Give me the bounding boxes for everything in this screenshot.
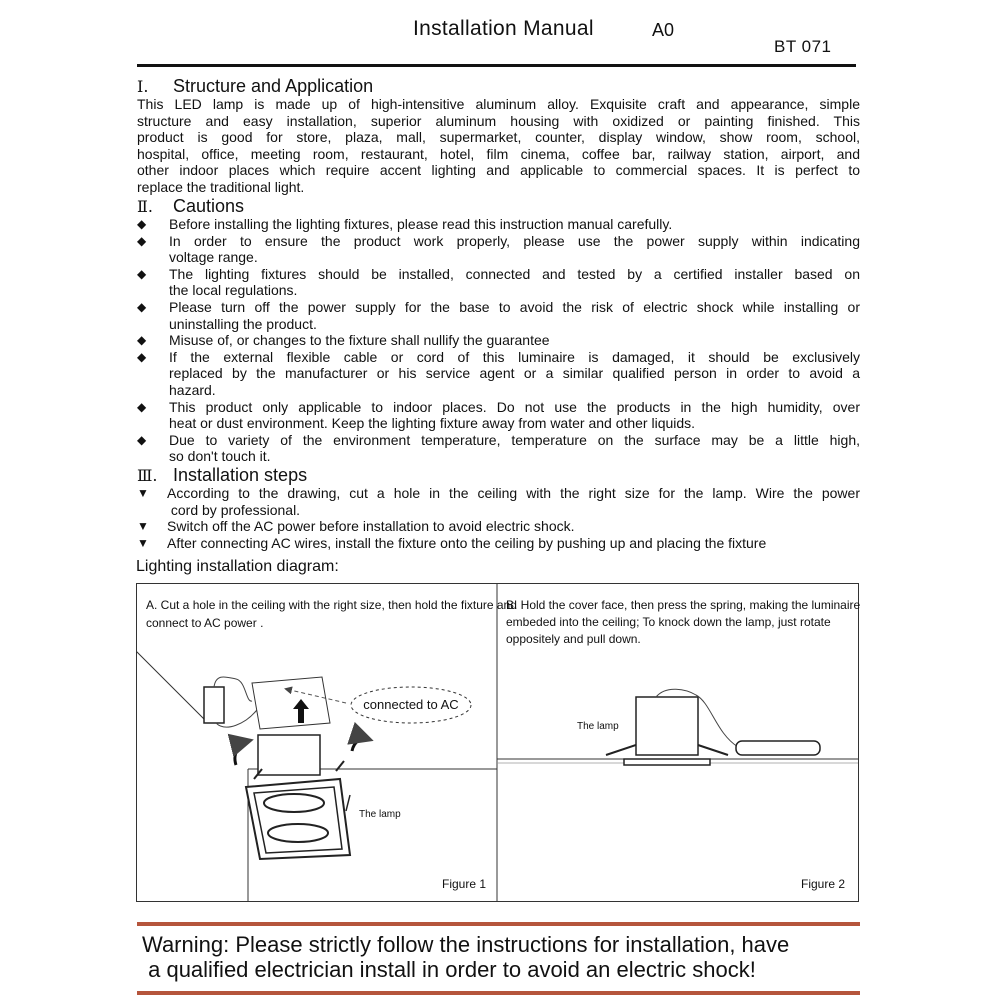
list-item-text: After connecting AC wires, install the fixture onto the ceiling by pushing up and placing the fixture [167, 534, 767, 551]
cautions-list [137, 216, 860, 465]
list-item [137, 485, 860, 518]
list-item-text: Before installing the lighting fixtures, please read this instruction manual carefully. [169, 216, 673, 232]
figure-1-label: Figure 1 [442, 877, 487, 891]
manual-title: Installation Manual [413, 17, 594, 40]
panel-b-caption-line: B. Hold the cover face, then press the spring, making the luminaire [506, 598, 860, 612]
curved-arrow-icon [235, 741, 248, 765]
list-item-text: Switch off the AC power before installation to avoid electric shock. [167, 518, 575, 535]
body-line: hospital, office, meeting room, restaurant, hotel, film cinema, coffee bar, railway station, airport, and [137, 145, 860, 162]
section-3-heading [137, 465, 307, 486]
body-line: This LED lamp is made up of high-intensitive aluminum alloy. Exquisite craft and appearance, simple [137, 96, 860, 112]
diamond-bullet-icon: ◆ [137, 432, 147, 447]
diamond-bullet-icon: ◆ [137, 266, 147, 281]
section-1-body [137, 96, 860, 196]
warning-top-bar [137, 922, 860, 926]
list-item [137, 399, 860, 432]
curved-arrow-icon [352, 739, 368, 752]
list-item-text: According to the drawing, cut a hole in the ceiling with the right size for the lamp. Wire the power [167, 485, 860, 501]
body-line: replace the traditional light. [137, 178, 305, 195]
list-item-text: In order to ensure the product work properly, please use the power supply within indicating [169, 232, 860, 249]
body-line: product is good for store, plaza, mall, supermarket, counter, display window, show room, school, [137, 129, 860, 146]
list-item-text: voltage range. [169, 249, 258, 266]
list-item [137, 216, 860, 233]
diamond-bullet-icon: ◆ [137, 233, 147, 248]
header-rule [137, 64, 856, 67]
panel-a-lamp-label: The lamp [359, 809, 401, 820]
section-2-numeral: Ⅱ. [137, 197, 153, 216]
list-item-text: the local regulations. [169, 282, 298, 299]
revision-label: A0 [652, 20, 675, 40]
list-item [137, 233, 860, 266]
list-item-text: hazard. [169, 381, 216, 398]
list-item [137, 332, 860, 349]
list-item-text: uninstalling the product. [169, 315, 317, 332]
figure-2-label: Figure 2 [801, 877, 846, 891]
callout-text: connected to AC [363, 697, 459, 712]
panel-b-caption-line: embeded into the ceiling; To knock down the lamp, just rotate [506, 615, 831, 629]
list-item-text: If the external flexible cable or cord of this luminaire is damaged, it should be exclusively [169, 348, 860, 365]
triangle-bullet-icon: ▼ [137, 486, 149, 500]
ceiling-edge [136, 651, 206, 721]
diagram-title: Lighting installation diagram: [136, 558, 339, 575]
list-item-text: so don't touch it. [169, 448, 271, 465]
body-line: structure and easy installation, superior aluminum housing with oxidized or painting finished. This [137, 112, 860, 129]
fixture-body [258, 735, 320, 775]
list-item [137, 535, 860, 552]
triangle-bullet-icon: ▼ [137, 535, 149, 550]
diamond-bullet-icon: ◆ [137, 333, 147, 348]
section-1-heading [137, 76, 373, 97]
list-item [137, 266, 860, 299]
steps-list [137, 485, 860, 551]
section-2-heading [137, 196, 244, 217]
list-item-text: cord by professional. [167, 501, 301, 518]
panel-b-lamp-label: The lamp [577, 721, 619, 732]
list-item-text: The lighting fixtures should be installed, connected and tested by a certified installer based on [169, 265, 860, 282]
spring-clip [698, 745, 728, 755]
panel-a-caption-line: A. Cut a hole in the ceiling with the right size, then hold the fixture and [146, 598, 517, 612]
list-item [137, 518, 860, 535]
list-item-text: heat or dust environment. Keep the lighting fixture away from water and other liquids. [169, 415, 696, 432]
section-1-title: Structure and Application [173, 76, 374, 96]
warning-text [142, 932, 862, 982]
section-3-title: Installation steps [173, 465, 308, 485]
list-item [137, 349, 860, 399]
lamp-trim [624, 759, 710, 765]
list-item-text: Misuse of, or changes to the fixture shall nullify the guarantee [169, 332, 550, 349]
warning-bottom-bar [137, 991, 860, 995]
diamond-bullet-icon: ◆ [137, 217, 147, 231]
installation-diagram [136, 583, 860, 903]
list-item [137, 299, 860, 332]
list-item-text: Please turn off the power supply for the base to avoid the risk of electric shock while installing or [169, 298, 860, 315]
spring-clip [606, 745, 636, 755]
product-code: BT 071 [774, 37, 832, 56]
warning-line: a qualified electrician install in order to avoid an electric shock! [142, 957, 756, 982]
warning-line: Warning: Please strictly follow the instructions for installation, have [142, 932, 790, 957]
section-3-numeral: Ⅲ. [137, 466, 158, 485]
diamond-bullet-icon: ◆ [137, 349, 147, 364]
diamond-bullet-icon: ◆ [137, 399, 147, 414]
body-line: other indoor places which require accent lighting and applicable to commercial spaces. It is perfect to [137, 162, 860, 179]
diamond-bullet-icon: ◆ [137, 299, 147, 314]
spring-clip [346, 795, 350, 811]
list-item-text: Due to variety of the environment temperature, temperature on the surface may be a little high, [169, 431, 860, 448]
cover-plate [252, 677, 330, 729]
driver-box [204, 687, 224, 723]
list-item-text: replaced by the manufacturer or his service agent or a similar qualified person in order to avoid a [169, 365, 860, 382]
section-2-title: Cautions [173, 196, 245, 216]
driver-box [736, 741, 820, 755]
panel-a-caption-line: connect to AC power . [146, 616, 264, 630]
triangle-bullet-icon: ▼ [137, 519, 149, 534]
fixture-body [636, 697, 698, 755]
list-item-text: This product only applicable to indoor places. Do not use the products in the high humidity, over [169, 398, 860, 415]
panel-b-caption-line: oppositely and pull down. [506, 632, 641, 646]
list-item [137, 432, 860, 465]
section-1-numeral: Ⅰ. [137, 77, 149, 96]
